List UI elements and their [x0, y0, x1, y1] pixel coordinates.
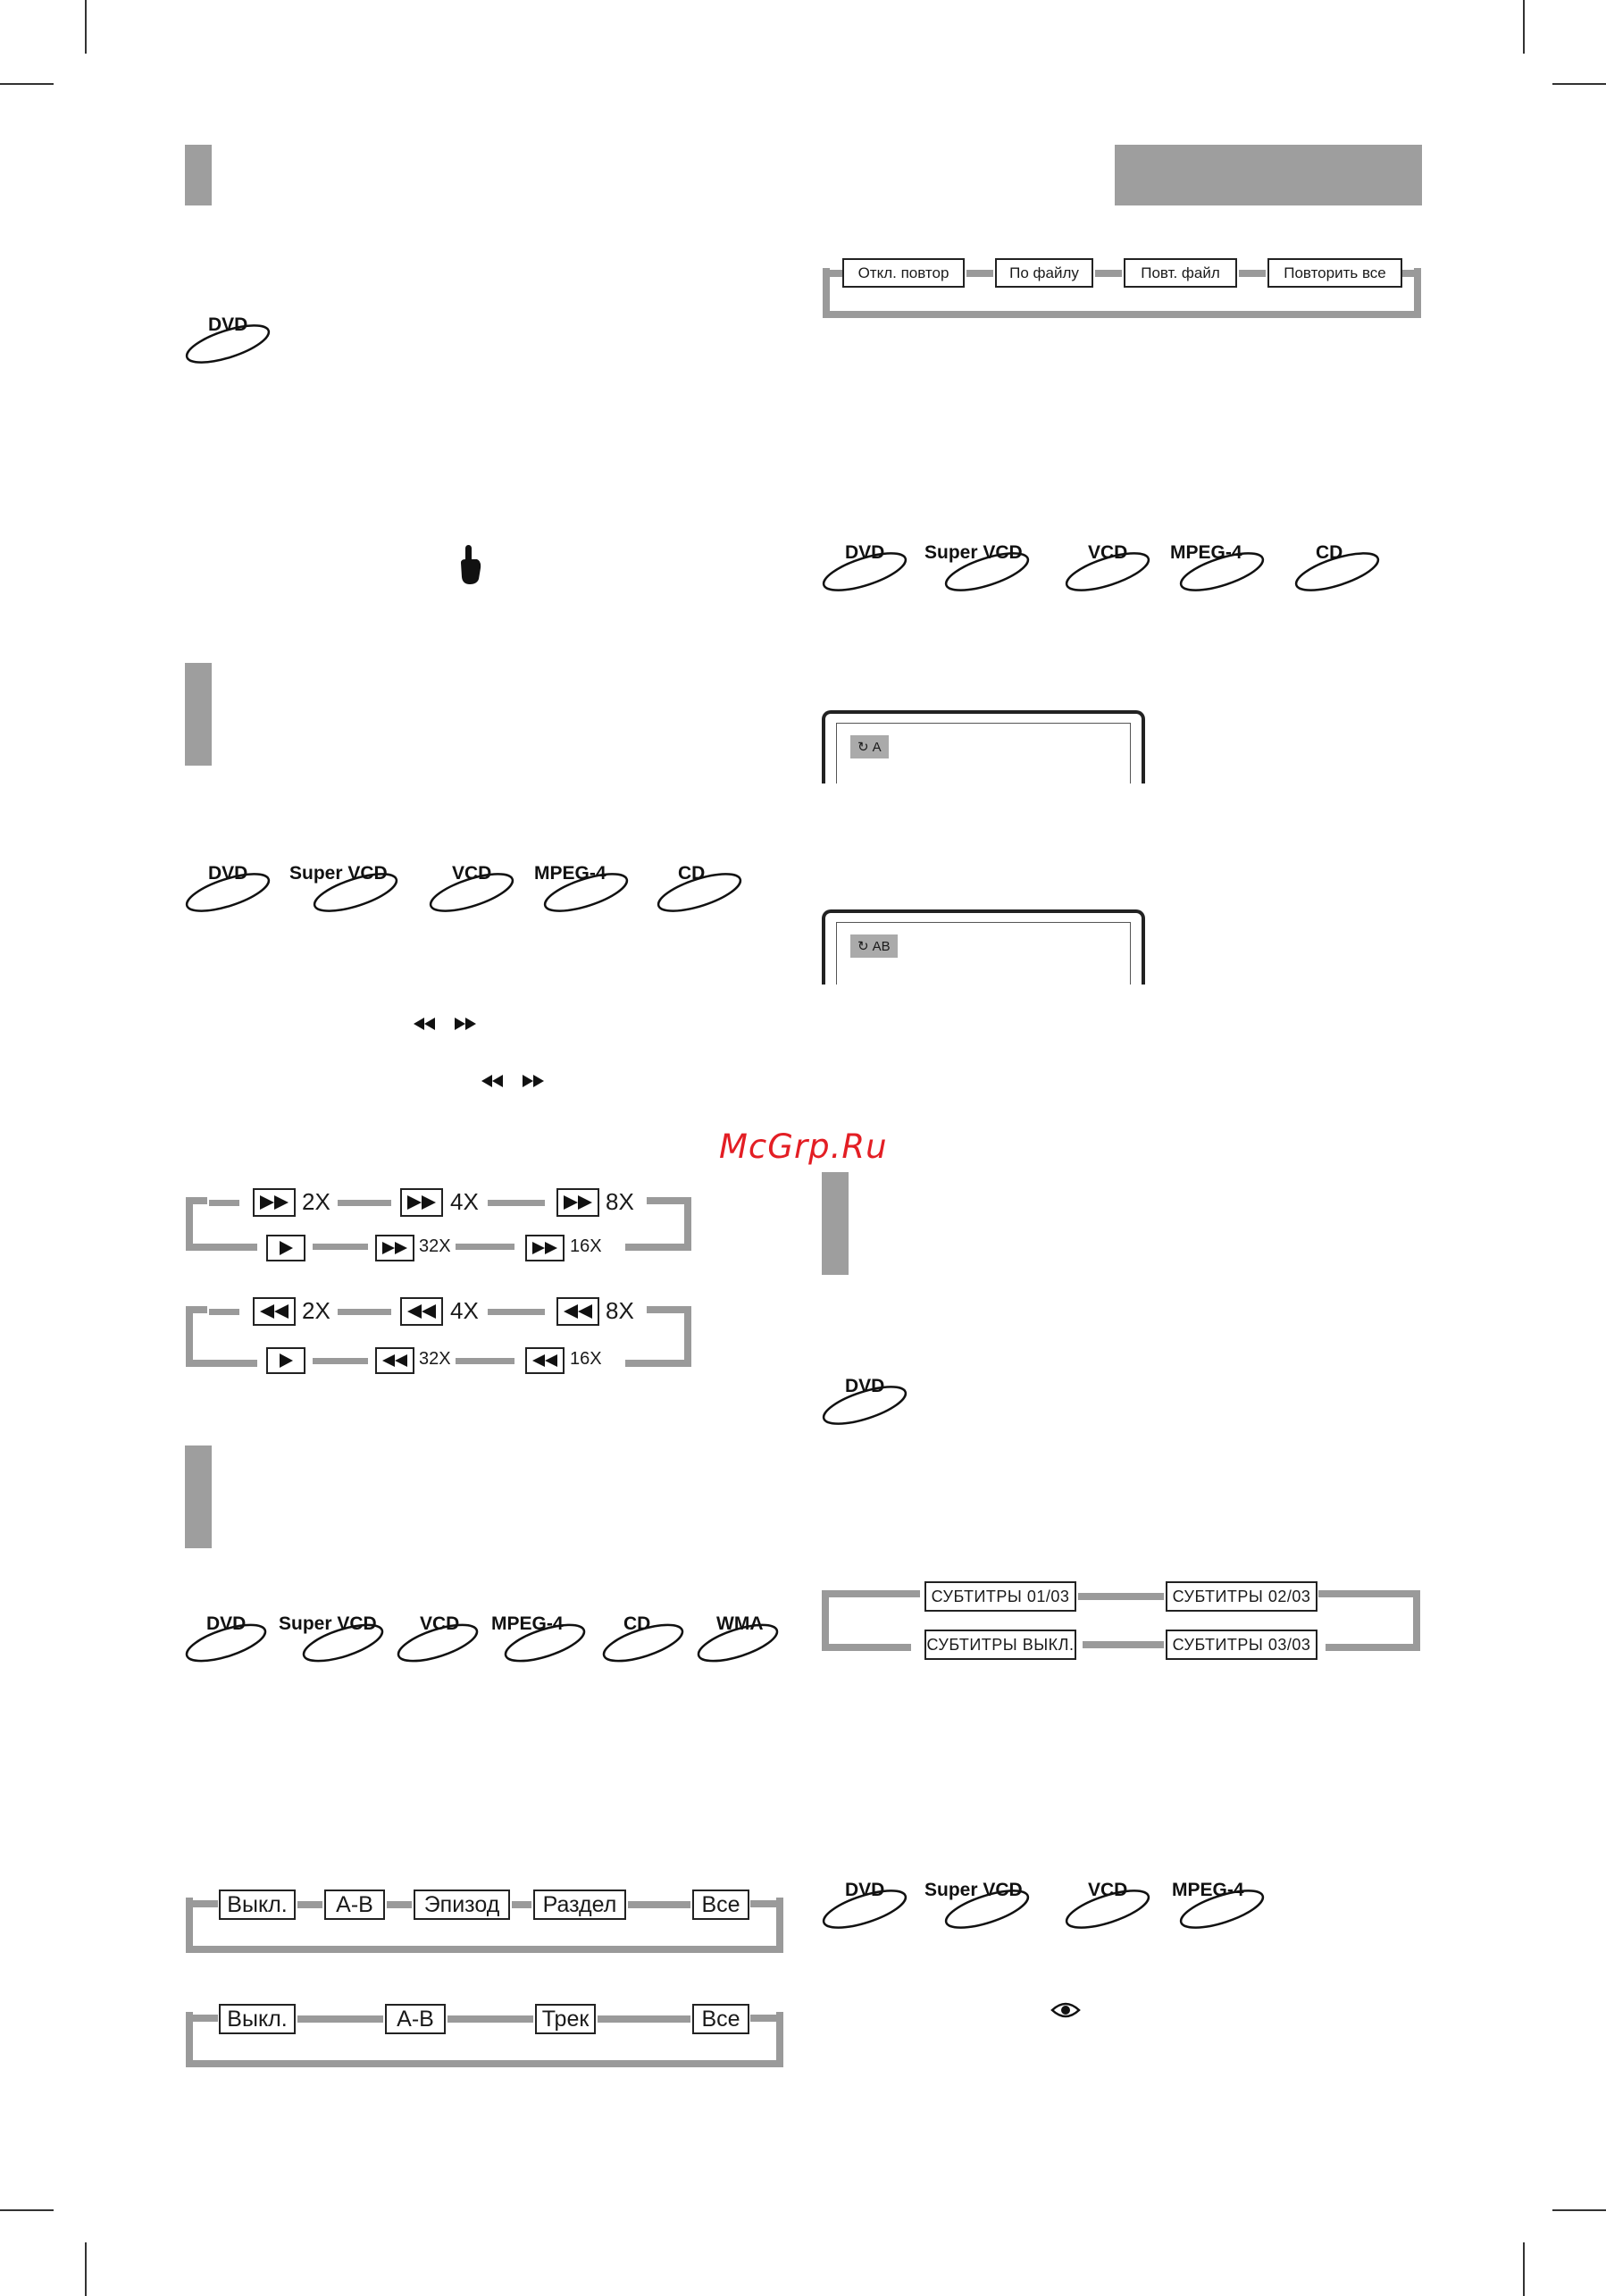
section-marker — [185, 145, 212, 205]
repeat-title-box: Раздел — [533, 1890, 626, 1920]
ff-button-box — [375, 1235, 414, 1261]
rewind-button-box — [400, 1297, 443, 1326]
play-icon — [278, 1353, 294, 1369]
header-band — [1115, 145, 1422, 205]
repeat-track-box: Трек — [535, 2004, 596, 2034]
disc-logo-super-vcd: Super VCD — [924, 1880, 1032, 1933]
disc-logo-dvd: DVD — [183, 314, 272, 368]
disc-logo-cd: CD — [1292, 542, 1382, 596]
repeat-ab-box: A-B — [385, 2004, 446, 2034]
ff-button-box — [253, 1188, 296, 1217]
rewind-button-box — [525, 1347, 565, 1374]
repeat-ab-box: A-B — [324, 1890, 385, 1920]
speed-label: 8X — [606, 1297, 634, 1324]
disc-logo-super-vcd: Super VCD — [289, 863, 406, 917]
repeat-icon: ↻ — [857, 740, 869, 755]
disc-logo-vcd: VCD — [1063, 1880, 1152, 1933]
speed-label: 8X — [606, 1188, 634, 1215]
speed-label: 2X — [302, 1188, 330, 1215]
osd-screen-repeat-ab — [822, 909, 1145, 985]
play-button-box — [266, 1235, 305, 1261]
play-button-box — [266, 1347, 305, 1374]
crop-mark — [1523, 2242, 1525, 2296]
crop-mark — [85, 2242, 87, 2296]
disc-logo-cd: CD — [600, 1613, 690, 1667]
osd-repeat-indicator: ↻ AB — [850, 934, 898, 958]
repeat-chapter-box: Эпизод — [414, 1890, 510, 1920]
fast-forward-icon — [563, 1194, 593, 1211]
fast-forward-icon — [531, 1240, 558, 1256]
rewind-button-box — [375, 1347, 414, 1374]
crop-mark — [1523, 0, 1525, 54]
speed-label: 2X — [302, 1297, 330, 1324]
disc-logo-vcd: VCD — [1063, 542, 1152, 596]
rewind-icon — [563, 1303, 593, 1320]
fast-forward-icon — [454, 1016, 477, 1032]
disc-logo-mpeg4: MPEG-4 — [1168, 542, 1276, 596]
rewind-icon — [481, 1073, 504, 1089]
disc-logo-dvd: DVD — [820, 542, 909, 596]
section-marker — [185, 663, 212, 766]
fast-forward-icon — [381, 1240, 408, 1256]
subtitle-01-box: СУБТИТРЫ 01/03 — [924, 1581, 1076, 1612]
crop-mark — [85, 0, 87, 54]
disc-logo-cd: CD — [655, 863, 744, 917]
rewind-icon — [259, 1303, 289, 1320]
fast-forward-icon — [522, 1073, 545, 1089]
fast-forward-icon — [259, 1194, 289, 1211]
speed-label: 32X — [419, 1349, 451, 1369]
section-marker — [185, 1445, 212, 1548]
disc-logo-wma: WMA — [695, 1613, 784, 1667]
disc-logo-dvd: DVD — [183, 863, 272, 917]
disc-logo-mpeg4: MPEG-4 — [489, 1613, 597, 1667]
subtitle-02-box: СУБТИТРЫ 02/03 — [1166, 1581, 1317, 1612]
speed-label: 32X — [419, 1236, 451, 1256]
ff-button-box — [400, 1188, 443, 1217]
section-marker — [822, 1172, 849, 1275]
ff-button-box — [556, 1188, 599, 1217]
speed-label: 4X — [450, 1297, 479, 1324]
repeat-file-box: Повт. файл — [1124, 258, 1237, 288]
disc-logo-dvd: DVD — [820, 1376, 909, 1429]
hand-pointer-icon — [456, 543, 484, 586]
disc-logo-dvd: DVD — [183, 1613, 272, 1667]
repeat-off-box: Выкл. — [219, 1890, 296, 1920]
rewind-icon — [406, 1303, 437, 1320]
osd-screen-repeat-a — [822, 710, 1145, 783]
repeat-all-box: Все — [692, 2004, 749, 2034]
disc-logo-dvd: DVD — [820, 1880, 909, 1933]
subtitle-03-box: СУБТИТРЫ 03/03 — [1166, 1630, 1317, 1660]
crop-mark — [1552, 83, 1606, 85]
speed-label: 16X — [570, 1236, 602, 1256]
disc-logo-super-vcd: Super VCD — [279, 1613, 395, 1667]
repeat-icon: ↻ — [857, 939, 869, 954]
fast-forward-icon — [406, 1194, 437, 1211]
rewind-icon — [413, 1016, 436, 1032]
speed-label: 16X — [570, 1349, 602, 1369]
speed-label: 4X — [450, 1188, 479, 1215]
disc-logo-super-vcd: Super VCD — [924, 542, 1032, 596]
repeat-off-box: Откл. повтор — [842, 258, 965, 288]
rewind-button-box — [253, 1297, 296, 1326]
repeat-by-file-box: По файлу — [995, 258, 1093, 288]
osd-repeat-indicator: ↻ A — [850, 735, 889, 758]
repeat-off-box: Выкл. — [219, 2004, 296, 2034]
subtitle-off-box: СУБТИТРЫ ВЫКЛ. — [924, 1630, 1076, 1660]
disc-logo-mpeg4: MPEG-4 — [532, 863, 640, 917]
rewind-button-box — [556, 1297, 599, 1326]
crop-mark — [0, 2209, 54, 2211]
ff-button-box — [525, 1235, 565, 1261]
play-icon — [278, 1240, 294, 1256]
repeat-all-box: Все — [692, 1890, 749, 1920]
repeat-all-box: Повторить все — [1267, 258, 1402, 288]
disc-logo-mpeg4: MPEG-4 — [1168, 1880, 1276, 1933]
rewind-icon — [381, 1353, 408, 1369]
disc-logo-vcd: VCD — [395, 1613, 484, 1667]
disc-logo-vcd: VCD — [427, 863, 516, 917]
crop-mark — [1552, 2209, 1606, 2211]
eye-icon — [1050, 2000, 1081, 2020]
crop-mark — [0, 83, 54, 85]
watermark: McGrp.Ru — [719, 1127, 888, 1166]
rewind-icon — [531, 1353, 558, 1369]
